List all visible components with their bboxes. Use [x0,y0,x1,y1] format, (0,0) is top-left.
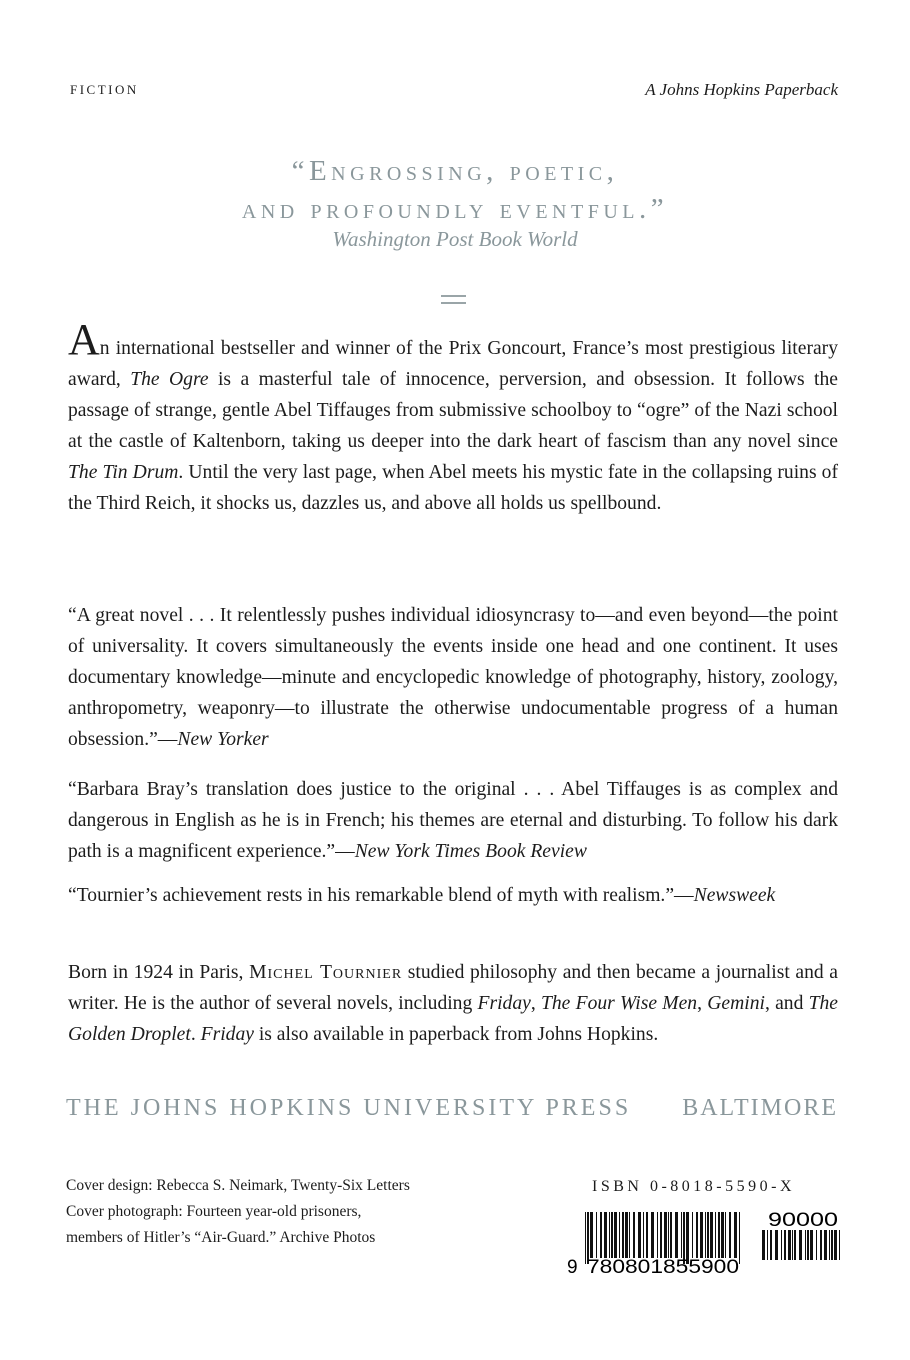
barcode-bar [692,1212,693,1258]
book-title: The Golden Droplet [68,993,838,1045]
barcode-bar [710,1212,713,1258]
barcode-bar [707,1212,709,1258]
isbn-number: ISBN 0-8018-5590-X [592,1178,795,1195]
book-description [68,315,838,519]
barcode-bar [788,1230,791,1260]
barcode-main-digits: 780801855900 [587,1257,739,1278]
barcode-bar [725,1212,726,1258]
review-source: Newsweek [693,885,776,906]
book-title: The Four Wise Men [540,993,698,1014]
book-title: Gemini [707,993,765,1014]
barcode-addon-digits: 90000 [768,1210,838,1231]
barcode-bar [646,1212,648,1258]
barcode-bar [739,1212,740,1264]
barcode-bar [834,1230,837,1260]
pull-quote [0,152,910,228]
barcode-bar [660,1212,662,1258]
barcode-bar [675,1212,678,1258]
cover-credits [66,1173,410,1251]
publisher-city: BALTIMORE [682,1095,838,1121]
bio-text: , [697,993,708,1014]
review-quote-3 [68,880,838,911]
barcode-bar [657,1212,658,1258]
bio-text: , and [764,993,809,1014]
review-quote-1 [68,600,838,755]
barcode-bar [585,1212,586,1264]
bio-text: , [530,993,541,1014]
barcode-bar [614,1212,617,1258]
barcode-bar [629,1212,630,1258]
barcode-bar [664,1212,667,1258]
barcode-bar [729,1212,731,1258]
barcode-bar [805,1230,806,1260]
drop-cap: A [68,315,100,364]
review-text: “A great novel . . . It relentlessly pushes individual idiosyncrasy to—and even beyond—the point of universality. It covers simultaneously the events inside one head and one continent. It uses documentary knowledge—minute and encyclopedic knowledge of photography, history, zoology, anthropometry, weaponry—to illustrate the otherwise undocumentable progress of a human obsession.”— [68,605,838,750]
barcode-bar [775,1230,778,1260]
barcode-bar [792,1230,793,1260]
barcode-bar [643,1212,644,1258]
book-title: Friday [477,993,531,1014]
bio-text: . [190,1024,201,1045]
author-name: Michel Tournier [249,962,403,983]
barcode-bar [668,1212,669,1258]
barcode-bar [831,1230,833,1260]
barcode-bar [799,1230,802,1260]
blurb-title-1: The Ogre [130,369,209,390]
barcode-bar [596,1212,597,1258]
barcode-bar [781,1230,782,1260]
barcode-bar [696,1212,698,1258]
barcode-bar [590,1212,593,1258]
review-source: New York Times Book Review [354,841,587,862]
series-label: A Johns Hopkins Paperback [645,80,838,99]
barcode-bar [619,1212,620,1258]
barcode-addon-bars [762,1230,840,1260]
barcode-lead-digit: 9 [567,1257,578,1278]
pull-quote-source: Washington Post Book World [332,227,578,251]
barcode-bar [784,1230,786,1260]
barcode-bar [721,1212,724,1258]
barcode-bar [715,1212,716,1258]
barcode-bar [824,1230,827,1260]
barcode-bar [625,1212,628,1258]
barcode-bar [829,1230,830,1260]
barcode-bar [611,1212,613,1258]
book-title: Friday [200,1024,254,1045]
barcode-bar [638,1212,641,1258]
genre-label: FICTION [70,82,139,97]
barcode-bar [681,1212,682,1258]
barcode-bar [600,1212,602,1258]
barcode-bar [794,1230,796,1260]
blurb-text-1: n international bestseller and winner of the Prix Goncourt, France’s most prestigious literary award, [68,338,838,390]
barcode-bar [767,1230,768,1260]
barcode-bar [810,1230,813,1260]
barcode-bar [762,1230,765,1260]
ornament-rule-top [441,295,466,297]
publisher-name: THE JOHNS HOPKINS UNIVERSITY PRESS [66,1095,632,1121]
bio-text: studied philosophy and then became a journalist and a writer. He is the author of several novels, including [68,962,838,1014]
barcode-bar [770,1230,772,1260]
blurb-text-2: is a masterful tale of innocence, perversion, and obsession. It follows the passage of strange, gentle Abel Tiffauges from submissive schoolboy to “ogre” of the Nazi school at the castle of Kaltenborn, taking us deeper into the dark heart of fascism than any novel since [68,369,838,452]
review-text: “Barbara Bray’s translation does justice to the original . . . Abel Tiffauges is as complex and dangerous in English as he is in French; his themes are eternal and disturbing. To follow his dark path is a magnificent experience.”— [68,779,838,862]
review-source: New Yorker [177,729,269,750]
barcode-bar [705,1212,706,1258]
barcode-bar [718,1212,720,1258]
barcode-bar [839,1230,840,1260]
credit-line: Cover photograph: Fourteen year-old prisoners, [66,1203,362,1220]
blurb-text-3: . Until the very last page, when Abel meets his mystic fate in the collapsing ruins of the Third Reich, it shocks us, dazzles us, and above all holds us spellbound. [68,462,838,514]
blurb-title-2: The Tin Drum [68,462,179,483]
author-bio [68,957,838,1050]
ornament-rule-bottom [441,302,466,304]
review-text: “Tournier’s achievement rests in his remarkable blend of myth with realism.”— [68,885,694,906]
barcode-bar [670,1212,672,1258]
barcode-bar [604,1212,607,1258]
barcode [567,1210,845,1280]
review-quote-2 [68,774,838,867]
barcode-bar [816,1230,817,1260]
bio-text: is also available in paperback from Johns Hopkins. [253,1024,659,1045]
barcode-bar [700,1212,703,1258]
credit-line: Cover design: Rebecca S. Neimark, Twenty-Six Letters [66,1177,410,1194]
barcode-bar [622,1212,624,1258]
pull-quote-line-1: “Engrossing, poetic, [291,155,619,187]
barcode-bar [609,1212,610,1258]
barcode-bar [633,1212,635,1258]
barcode-bar [734,1212,737,1258]
pull-quote-line-2: and profoundly eventful.” [241,193,669,225]
barcode-bar [807,1230,809,1260]
barcode-bar [651,1212,654,1258]
bio-text: Born in 1924 in Paris, [68,962,250,983]
credit-line: members of Hitler’s “Air-Guard.” Archive Photos [66,1229,376,1246]
barcode-bar [820,1230,822,1260]
